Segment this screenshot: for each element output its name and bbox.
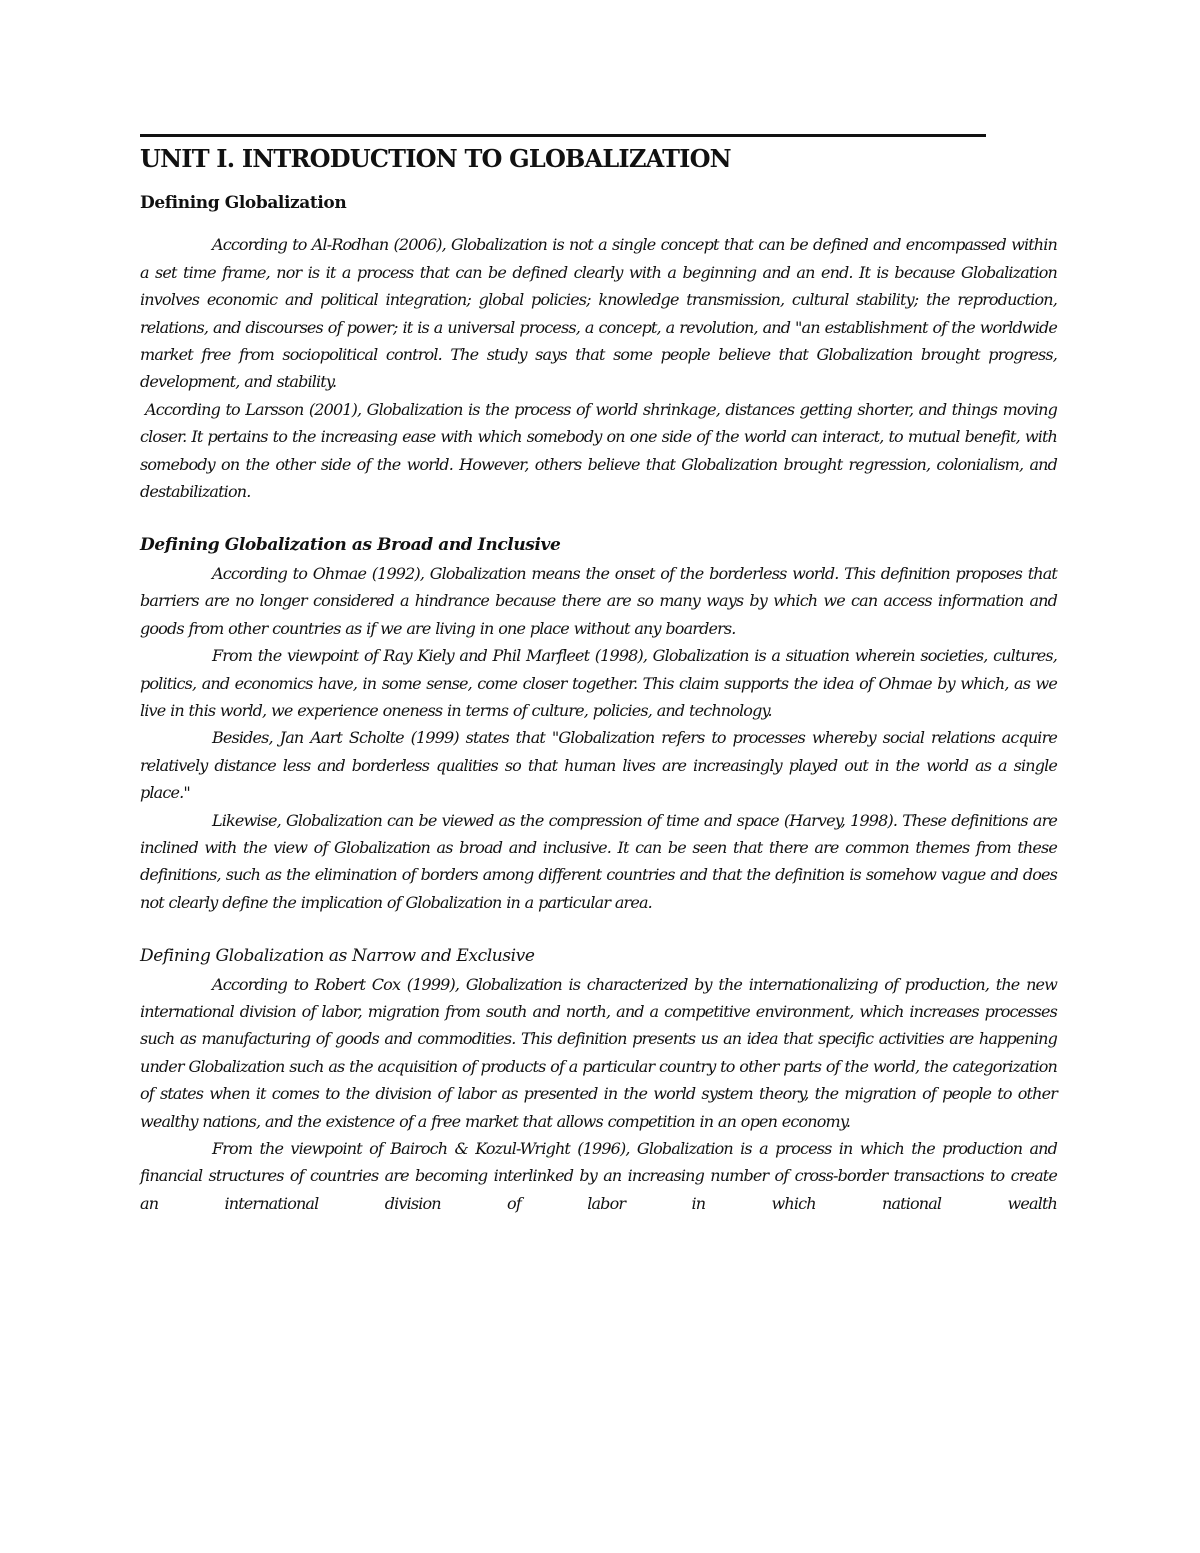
page-title: UNIT I. INTRODUCTION TO GLOBALIZATION: [140, 144, 731, 173]
paragraph-bairoch-kozul-wright: From the viewpoint of Bairoch & Kozul-Wright (1996), Globalization is a process in which the production and financial structures of countries are becoming interlinked by an increasing number of cross-border transactions to create an international division of labor in which national wealth: [140, 1139, 1057, 1213]
section-heading-defining-globalization: Defining Globalization: [140, 193, 347, 213]
paragraph-harvey: Likewise, Globalization can be viewed as the compression of time and space (Harvey, 1998). These definitions are inclined with the view of Globalization as broad and inclusive. It can be seen that there are common themes from these definitions, such as the elimination of borders among different countries and that the definition is somehow vague and does not clearly define the implication of Globalization in a particular area.: [140, 810, 1057, 912]
paragraph-al-rodhan: According to Al-Rodhan (2006), Globalization is not a single concept that can be defined and encompassed within a set time frame, nor is it a process that can be defined clearly with a beginning and an end. It is because Globalization involves economic and political integration; global policies; knowledge transmission, cultural stability; the reproduction, relations, and discourses of power; it is a universal process, a concept, a revolution, and "an establishment of the worldwide market free from sociopolitical control. The study says that some people believe that Globalization brought progress, development, and stability.: [140, 235, 1057, 392]
paragraph-scholte: Besides, Jan Aart Scholte (1999) states that "Globalization refers to processes whereby social relations acquire relatively distance less and borderless qualities so that human lives are increasingly played out in the world as a single place.": [140, 728, 1057, 803]
paragraph-larsson: According to Larsson (2001), Globalization is the process of world shrinkage, distances getting shorter, and things moving closer. It pertains to the increasing ease with which somebody on one side of the world can interact, to mutual benefit, with somebody on the other side of the world. However, others believe that Globalization brought regression, colonialism, and destabilization.: [140, 399, 1057, 502]
document-body: [140, 190, 1057, 1217]
top-divider: [140, 134, 986, 137]
paragraph-kiely-marfleet: From the viewpoint of Ray Kiely and Phil Marfleet (1998), Globalization is a situation wherein societies, cultures, politics, and economics have, in some sense, come closer together. This claim supports the idea of Ohmae by which, as we live in this world, we experience oneness in terms of culture, policies, and technology.: [140, 646, 1057, 720]
section-heading-broad-inclusive: Defining Globalization as Broad and Inclusive: [140, 535, 561, 556]
section-heading-narrow-exclusive: Defining Globalization as Narrow and Exclusive: [140, 946, 535, 967]
paragraph-ohmae: According to Ohmae (1992), Globalization means the onset of the borderless world. This definition proposes that barriers are no longer considered a hindrance because there are so many ways by which we can access information and goods from other countries as if we are living in one place without any boarders.: [140, 563, 1057, 638]
paragraph-cox: According to Robert Cox (1999), Globalization is characterized by the internationalizing of production, the new international division of labor, migration from south and north, and a competitive environment, which increases processes such as manufacturing of goods and commodities. This definition presents us an idea that specific activities are happening under Globalization such as the acquisition of products of a particular country to other parts of the world, the categorization of states when it comes to the division of labor as presented in the world system theory, the migration of people to other wealthy nations, and the existence of a free market that allows competition in an open economy.: [140, 974, 1057, 1131]
